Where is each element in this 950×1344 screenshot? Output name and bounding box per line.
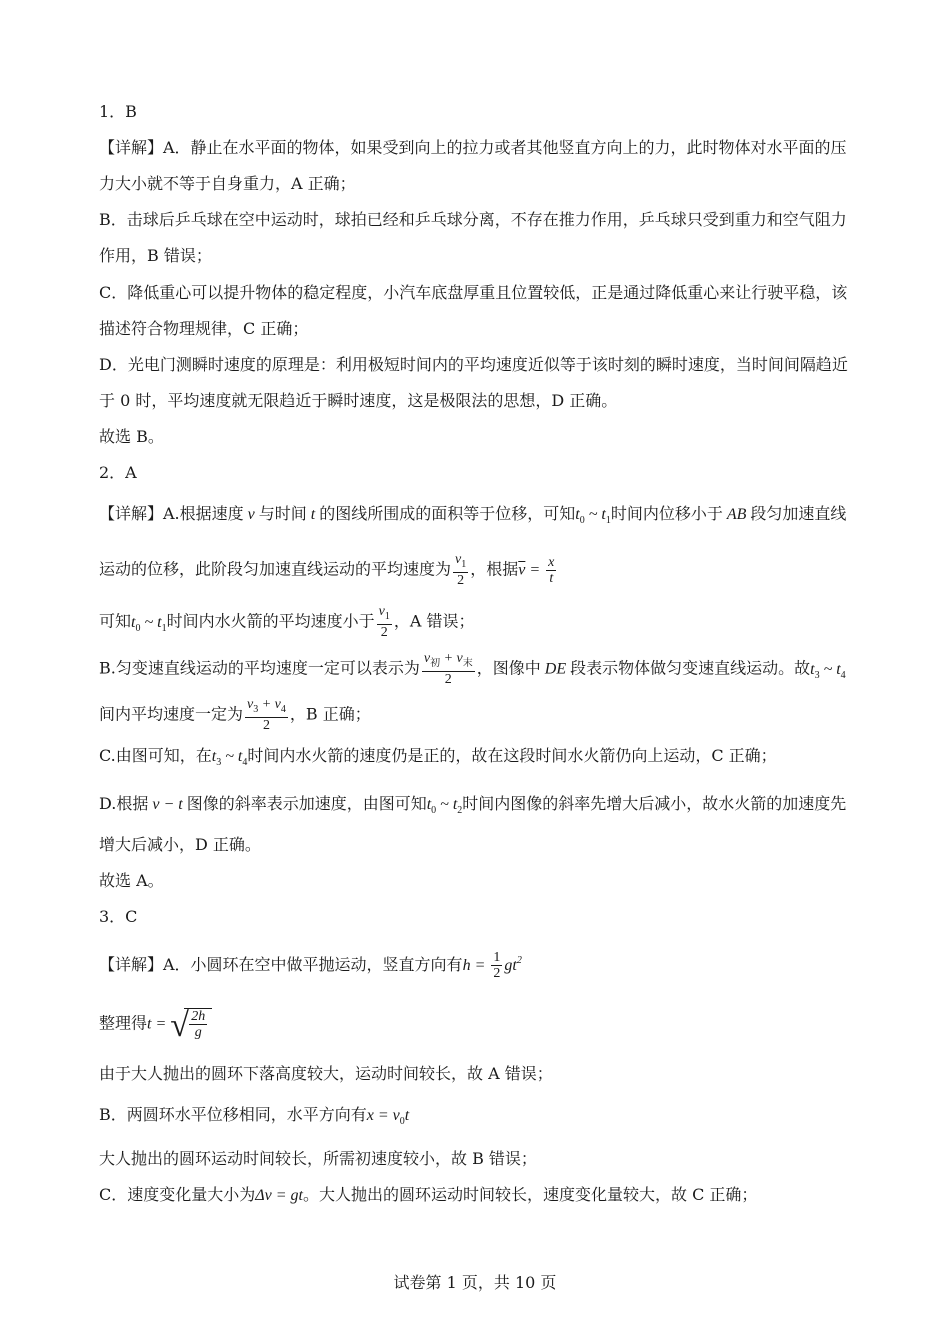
q3-line-e: 大人抛出的圆环运动时间较长，所需初速度较小，故 B 错误；: [99, 1149, 537, 1168]
q3-answer: 3．C: [99, 907, 138, 926]
q1-line-8: 于 0 时，平均速度就无限趋近于瞬时速度，这是极限法的思想，D 正确。: [99, 391, 618, 410]
q1-line-1: 【详解】A．静止在水平面的物体，如果受到向上的拉力或者其他竖直方向上的力，此时物体对水平面的压: [99, 138, 847, 157]
q1-line-4: 作用，B 错误；: [99, 246, 212, 265]
q3-line-c: 由于大人抛出的圆环下落高度较大，运动时间较长，故 A 错误；: [99, 1064, 553, 1083]
q1-line-3: B．击球后乒乓球在空中运动时，球拍已经和乒乓球分离，不存在推力作用，乒乓球只受到重力和空气阻力: [99, 210, 847, 229]
q1-line-7: D．光电门测瞬时速度的原理是：利用极短时间内的平均速度近似等于该时刻的瞬时速度，当时间间隔趋近: [99, 355, 848, 374]
q3-line-a: 【详解】A．小圆环在空中做平抛运动，竖直方向有h = $\frac{1}{2}$ $gt^2$: [99, 950, 522, 981]
q1-conclusion: 故选 B。: [99, 427, 164, 446]
q2-line-h: 增大后减小，D 正确。: [99, 835, 261, 854]
q1-line-5: C．降低重心可以提升物体的稳定程度，小汽车底盘厚重且位置较低，正是通过降低重心来让行驶平稳，该: [99, 283, 848, 302]
q2-answer: 2．A: [99, 463, 137, 482]
q3-line-f: C．速度变化量大小为Δv = gt。大人抛出的圆环运动时间较长，速度变化量较大，故 C 正确；: [99, 1185, 758, 1204]
q2-line-c: 可知$t_0$ ~ $t_1$时间内水火箭的平均速度小于 $\frac{v_1}{2}$ ，A 错误；: [99, 604, 475, 640]
q2-line-b: 运动的位移，此阶段匀加速直线运动的平均速度为 $\frac{v_1}{2}$ ，根据$\overline{v}$ = $\frac{x}{t}$: [99, 552, 555, 588]
q1-line-6: 描述符合物理规律，C 正确；: [99, 319, 309, 338]
q2-line-g: D.根据 v − t 图像的斜率表示加速度，由图可知$t_0$ ~ $t_2$时间内图像的斜率先增大后减小，故水火箭的加速度先: [99, 794, 847, 816]
q1-line-2: 力大小就不等于自身重力，A 正确；: [99, 174, 356, 193]
q1-answer: 1．B: [99, 102, 137, 121]
q2-line-e: 间内平均速度一定为 $\frac{v_3 + v_4}{2}$ ，B 正确；: [99, 697, 371, 733]
q2-line-d: B.匀变速直线运动的平均速度一定可以表示为 $\frac{v_初 + v_末}{2}$ ，图像中 DE 段表示物体做匀变速直线运动。故$t_3$ ~ $t_4$: [99, 651, 846, 687]
q2-line-a: 【详解】A.根据速度 v 与时间 t 的图线所围成的面积等于位移，可知$t_0$ ~ $t_1$时间内位移小于 AB 段匀加速直线: [99, 504, 847, 526]
q3-line-d: B．两圆环水平位移相同，水平方向有$x = v_0t$: [99, 1105, 410, 1127]
q2-line-f: C.由图可知，在$t_3$ ~ $t_4$时间内水火箭的速度仍是正的，故在这段时间水火箭仍向上运动，C 正确；: [99, 746, 777, 768]
q3-line-b: 整理得t = √ $\frac{2h}{g}$: [99, 1008, 212, 1040]
q2-conclusion: 故选 A。: [99, 871, 164, 890]
page-footer: 试卷第 1 页，共 10 页: [393, 1273, 557, 1292]
